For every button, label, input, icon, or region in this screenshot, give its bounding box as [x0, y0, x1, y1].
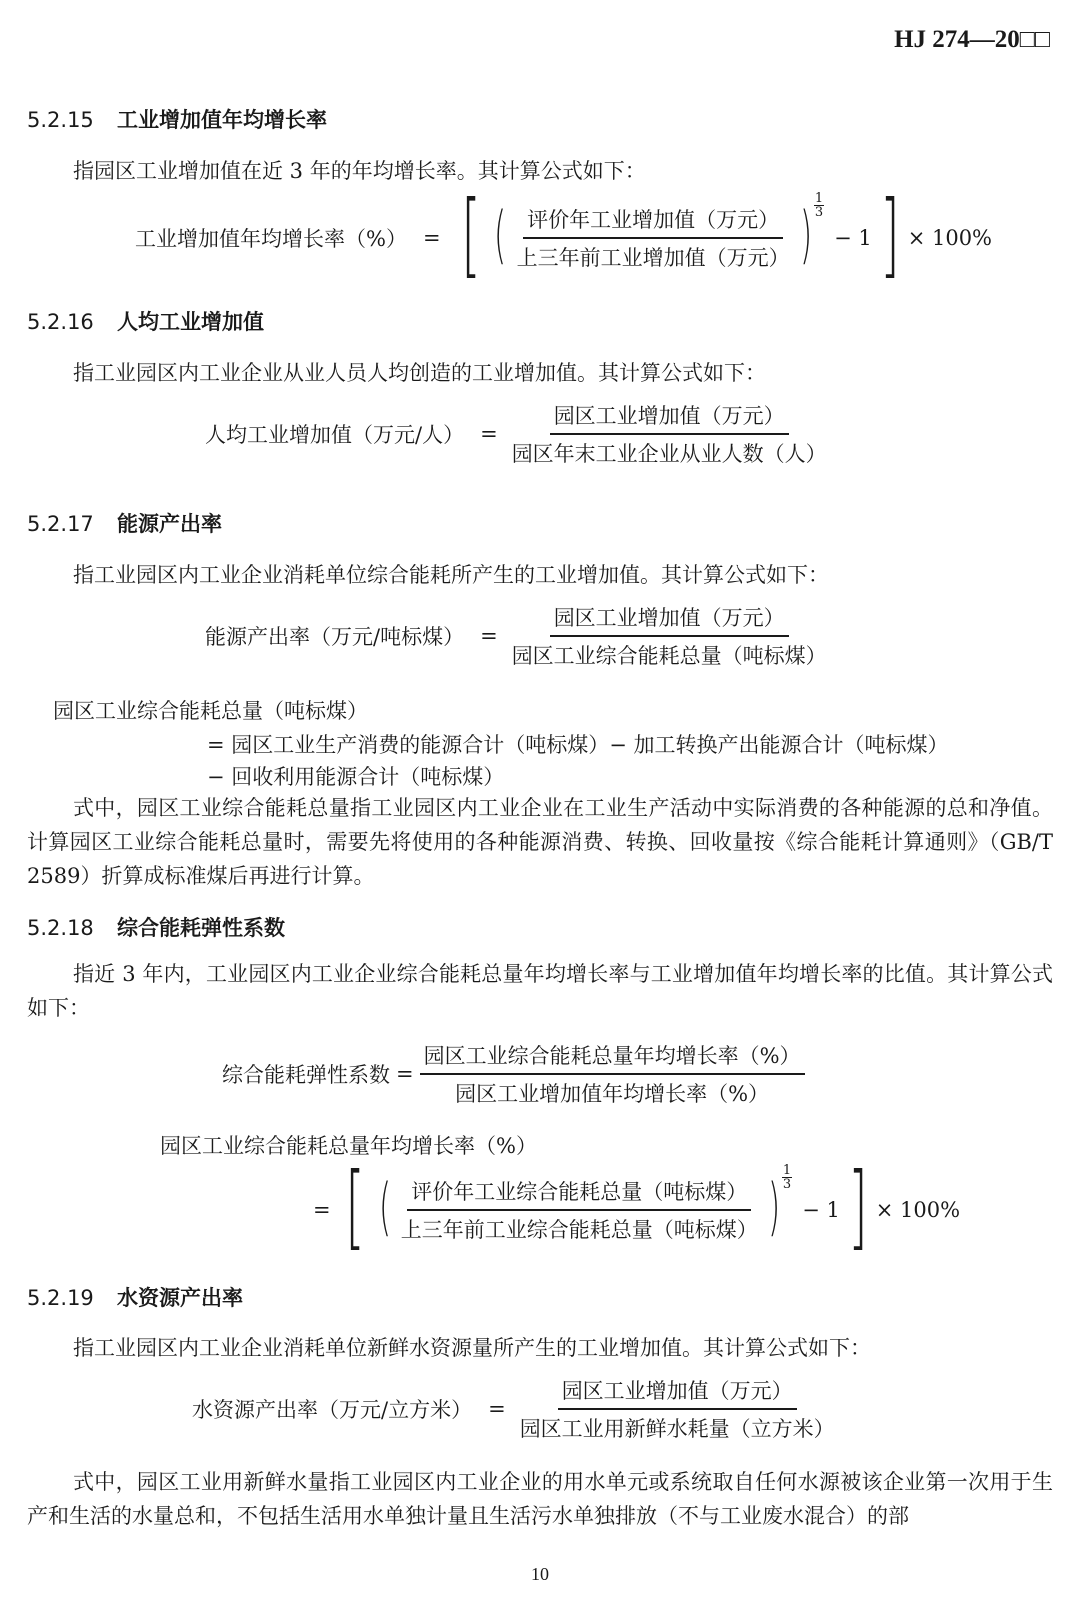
exponent-numerator: 1 — [814, 191, 824, 206]
section-heading-5-2-16 — [27, 306, 264, 336]
left-bracket: [ — [460, 181, 481, 288]
section-intro: 指工业园区内工业企业消耗单位新鲜水资源量所产生的工业增加值。其计算公式如下： — [73, 1336, 871, 1360]
section-title: 综合能耗弹性系数 — [117, 916, 285, 940]
section-heading-5-2-17 — [27, 508, 222, 538]
formula-avg-growth — [135, 181, 993, 288]
section-heading-5-2-18 — [27, 912, 285, 942]
numerator: 园区工业增加值（万元） — [558, 1375, 797, 1410]
equals-sign: = — [488, 1397, 506, 1421]
denominator: 上三年前工业综合能耗总量（吨标煤） — [400, 1218, 758, 1242]
section-title: 水资源产出率 — [117, 1286, 243, 1310]
fraction — [397, 1176, 762, 1244]
formula-elasticity — [222, 1040, 805, 1108]
minus-one: − 1 — [802, 1198, 840, 1222]
denominator: 园区工业用新鲜水耗量（立方米） — [519, 1417, 835, 1441]
right-paren: ) — [799, 198, 812, 271]
exponent-denominator: 3 — [782, 1177, 792, 1192]
formula-lhs: 工业增加值年均增长率（%） — [135, 227, 407, 251]
water-note-paragraph: 式中，园区工业用新鲜水量指工业园区内工业企业的用水单元或系统取自任何水源被该企业第一次用于生产和生活的水量总和，不包括生活用水单独计量且生活污水单独排放（不与工业废水混合）的部 — [27, 1470, 1053, 1528]
formula-lhs: 人均工业增加值（万元/人） — [205, 423, 465, 447]
fraction — [420, 1040, 805, 1108]
left-paren: ( — [494, 198, 507, 271]
minus-one: − 1 — [834, 226, 872, 250]
denominator: 园区工业综合能耗总量（吨标煤） — [511, 644, 827, 668]
section-intro: 指近 3 年内，工业园区内工业企业综合能耗总量年均增长率与工业增加值年均增长率的比值。其计算公式如下： — [27, 962, 1053, 1020]
formula-energy-growth — [313, 1153, 961, 1260]
fraction — [508, 400, 831, 468]
section-intro: 指工业园区内工业企业消耗单位综合能耗所产生的工业增加值。其计算公式如下： — [73, 563, 829, 587]
times-100-percent: × 100% — [875, 1198, 961, 1222]
energy-note-paragraph: 式中，园区工业综合能耗总量指工业园区内工业企业在工业生产活动中实际消费的各种能源的总和净值。计算园区工业综合能耗总量时，需要先将使用的各种能源消费、转换、回收量按《综合能耗计算通则》（GB/T 2589）折算成标准煤后再进行计算。 — [27, 796, 1053, 888]
section-number: 5.2.15 — [27, 108, 94, 132]
right-bracket: ] — [847, 1153, 868, 1260]
fraction — [516, 1375, 839, 1443]
document-code: HJ 274—20□□ — [894, 26, 1050, 53]
formula-energy-output — [205, 602, 831, 670]
exponent-numerator: 1 — [782, 1163, 792, 1178]
equals-sign: = — [480, 422, 498, 446]
total-energy-line-1: = 园区工业生产消费的能源合计（吨标煤）− 加工转换产出能源合计（吨标煤） — [207, 733, 949, 757]
section-number: 5.2.17 — [27, 512, 94, 536]
denominator: 园区工业增加值年均增长率（%） — [455, 1082, 770, 1106]
fraction — [508, 602, 831, 670]
exponent — [814, 192, 824, 219]
numerator: 评价年工业增加值（万元） — [523, 204, 783, 239]
total-energy-lhs: 园区工业综合能耗总量（吨标煤） — [53, 699, 368, 723]
section-heading-5-2-15 — [27, 104, 327, 134]
numerator: 园区工业增加值（万元） — [550, 602, 789, 637]
section-intro: 指工业园区内工业企业从业人员人均创造的工业增加值。其计算公式如下： — [73, 361, 766, 385]
equals-sign: = — [422, 226, 441, 250]
formula-lhs: 水资源产出率（万元/立方米） — [192, 1398, 473, 1422]
left-paren: ( — [378, 1170, 391, 1243]
left-bracket: [ — [344, 1153, 365, 1260]
denominator: 上三年前工业增加值（万元） — [516, 246, 790, 270]
equals-sign: = — [480, 624, 498, 648]
section-number: 5.2.18 — [27, 916, 94, 940]
equals-sign: = — [396, 1062, 414, 1086]
section-heading-5-2-19 — [27, 1282, 243, 1312]
right-paren: ) — [767, 1170, 780, 1243]
numerator: 园区工业增加值（万元） — [550, 400, 789, 435]
numerator: 评价年工业综合能耗总量（吨标煤） — [407, 1176, 751, 1211]
exponent — [782, 1164, 792, 1191]
page-number: 10 — [531, 1564, 549, 1584]
right-bracket: ] — [879, 181, 900, 288]
exponent-denominator: 3 — [814, 205, 824, 220]
formula-water-output — [192, 1375, 839, 1443]
formula-lhs: 综合能耗弹性系数 — [222, 1063, 390, 1087]
fraction — [513, 204, 794, 272]
section-number: 5.2.16 — [27, 310, 94, 334]
section-title: 工业增加值年均增长率 — [117, 108, 327, 132]
section-title: 能源产出率 — [117, 512, 222, 536]
denominator: 园区年末工业企业从业人数（人） — [511, 442, 827, 466]
total-energy-line-2: − 回收利用能源合计（吨标煤） — [207, 765, 505, 789]
section-intro: 指园区工业增加值在近 3 年的年均增长率。其计算公式如下： — [73, 159, 646, 183]
section-number: 5.2.19 — [27, 1286, 94, 1310]
rate-formula-lhs: 园区工业综合能耗总量年均增长率（%） — [160, 1134, 537, 1158]
section-title: 人均工业增加值 — [117, 310, 264, 334]
formula-per-capita — [205, 400, 831, 468]
formula-lhs: 能源产出率（万元/吨标煤） — [205, 625, 465, 649]
times-100-percent: × 100% — [907, 226, 993, 250]
numerator: 园区工业综合能耗总量年均增长率（%） — [420, 1040, 805, 1075]
equals-sign: = — [313, 1198, 331, 1222]
